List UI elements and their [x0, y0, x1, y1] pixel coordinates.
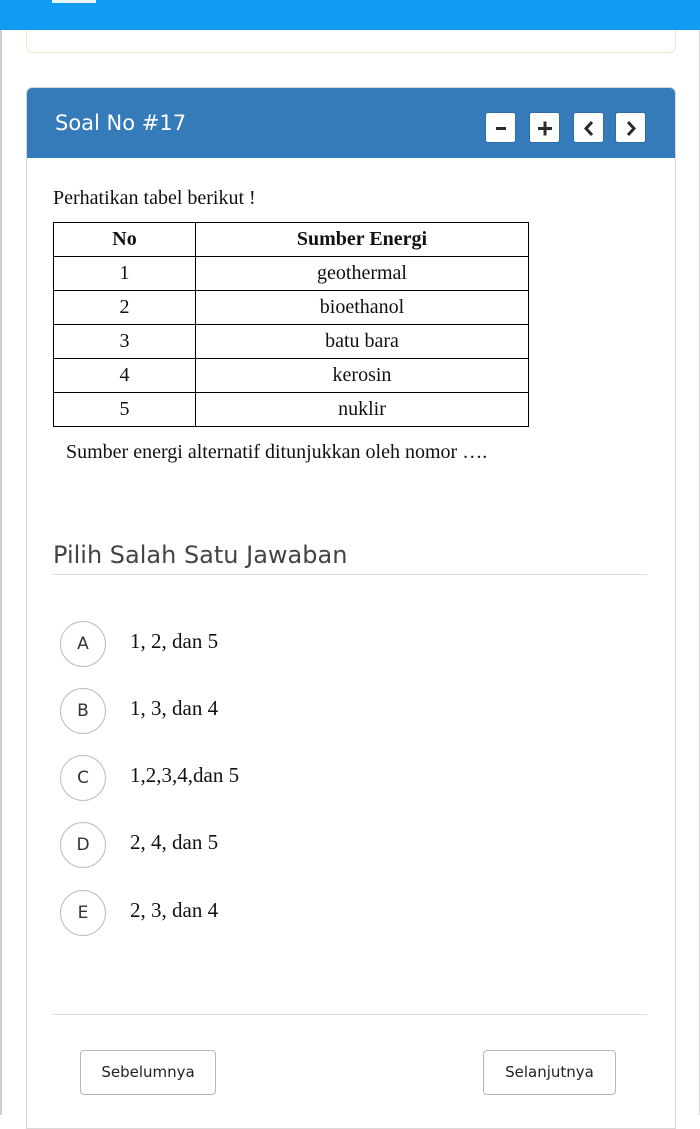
table-cell-no: 5: [54, 393, 196, 427]
answer-option-e[interactable]: [60, 890, 560, 940]
font-increase-button[interactable]: [529, 112, 560, 143]
table-row: [54, 291, 529, 325]
table-header-no: No: [54, 223, 196, 257]
option-text: 2, 3, dan 4: [130, 898, 219, 922]
option-letter-circle[interactable]: B: [60, 688, 106, 734]
info-card: [26, 30, 676, 53]
next-button[interactable]: Selanjutnya: [483, 1050, 616, 1095]
option-letter-circle[interactable]: D: [60, 822, 106, 868]
option-letter-circle[interactable]: A: [60, 621, 106, 667]
table-row: [54, 325, 529, 359]
table-header-row: [54, 223, 529, 257]
answer-option-d[interactable]: [60, 822, 560, 872]
answer-heading: Pilih Salah Satu Jawaban: [53, 541, 348, 569]
answer-option-c[interactable]: [60, 755, 560, 805]
table-cell-no: 2: [54, 291, 196, 325]
table-cell-source: nuklir: [196, 393, 529, 427]
energy-source-table: [53, 222, 529, 427]
next-question-button[interactable]: [615, 112, 646, 143]
question-intro: Perhatikan tabel berikut !: [53, 187, 256, 209]
table-cell-source: geothermal: [196, 257, 529, 291]
left-border: [0, 30, 2, 1115]
option-text: 1,2,3,4,dan 5: [130, 763, 240, 787]
previous-question-button[interactable]: [573, 112, 604, 143]
table-cell-no: 1: [54, 257, 196, 291]
chevron-left-icon: [574, 113, 605, 144]
previous-button[interactable]: Sebelumnya: [80, 1050, 216, 1095]
option-letter-circle[interactable]: E: [60, 890, 106, 936]
option-text: 1, 3, dan 4: [130, 696, 219, 720]
table-cell-no: 4: [54, 359, 196, 393]
option-text: 1, 2, dan 5: [130, 629, 219, 653]
answer-option-a[interactable]: [60, 621, 560, 671]
table-row: [54, 393, 529, 427]
font-decrease-button[interactable]: [485, 112, 516, 143]
question-stem: Sumber energi alternatif ditunjukkan oleh nomor ….: [66, 441, 488, 463]
option-letter-circle[interactable]: C: [60, 755, 106, 801]
minus-icon: [486, 113, 517, 144]
chevron-right-icon: [616, 113, 647, 144]
option-text: 2, 4, dan 5: [130, 830, 219, 854]
top-app-bar: [0, 0, 700, 30]
top-bar-indicator: [52, 0, 96, 3]
answer-option-b[interactable]: [60, 688, 560, 738]
question-header: [27, 88, 675, 158]
table-cell-no: 3: [54, 325, 196, 359]
heading-divider: [53, 574, 647, 575]
table-cell-source: bioethanol: [196, 291, 529, 325]
table-row: [54, 257, 529, 291]
table-header-source: Sumber Energi: [196, 223, 529, 257]
plus-icon: [530, 113, 561, 144]
table-cell-source: kerosin: [196, 359, 529, 393]
footer-divider: [53, 1014, 647, 1015]
table-cell-source: batu bara: [196, 325, 529, 359]
table-row: [54, 359, 529, 393]
question-number-title: Soal No #17: [55, 111, 187, 135]
